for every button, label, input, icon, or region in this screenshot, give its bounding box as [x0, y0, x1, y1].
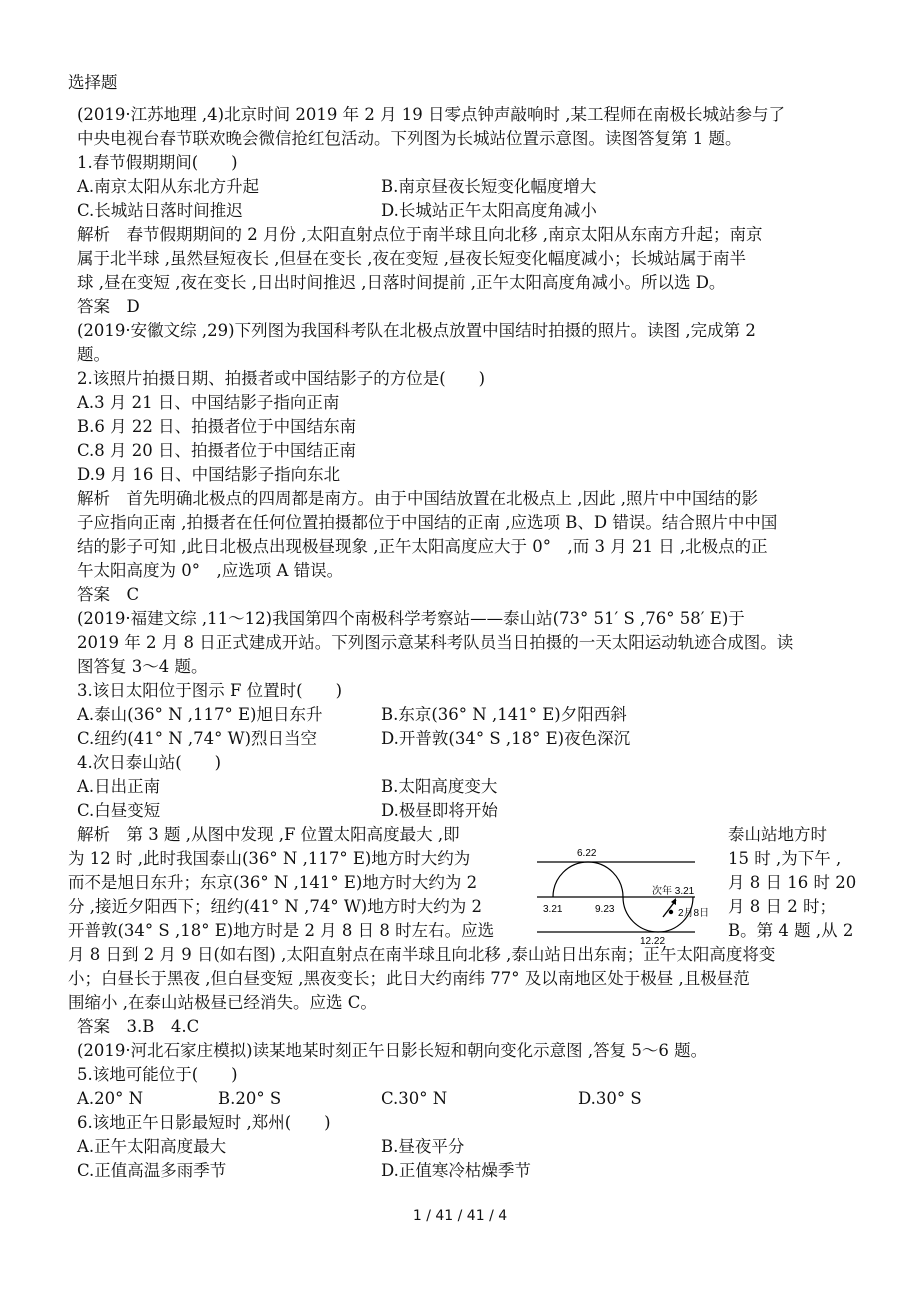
q34-intro-line-2: 2019 年 2 月 8 日正式建成开站。下列图示意某科考队员当日拍摄的一天太阳运动轨迹合成图。读 [77, 633, 794, 652]
q34-analysis-right-1: 泰山站地方时 [728, 825, 827, 844]
q2-option-c: C.8 月 20 日、拍摄者位于中国结正南 [77, 441, 357, 460]
q34-analysis-right-5: B。第 4 题 ,从 2 [728, 921, 854, 940]
q1-option-a: A.南京太阳从东北方升起 [77, 177, 260, 196]
q34-analysis-left-3: 而不是旭日东升；东京(36° N ,141° E)地方时大约为 2 [68, 873, 478, 892]
q2-option-d: D.9 月 16 日、中国结影子指向东北 [77, 465, 341, 484]
feb8-dot [669, 910, 673, 914]
q1-answer: 答案 D [77, 297, 140, 316]
q2-intro-line-1: (2019·安徽文综 ,29)下列图为我国科考队在北极点放置中国结时拍摄的照片。读图 ,完成第 2 [77, 321, 756, 340]
q6-option-d: D.正值寒冷枯燥季节 [381, 1161, 531, 1180]
q34-analysis-left-1: 解析 第 3 题 ,从图中发现 ,F 位置太阳高度最大 ,即 [77, 825, 460, 844]
q1-analysis-line-1: 解析 春节假期期间的 2 月份 ,太阳直射点位于南半球且向北移 ,南京太阳从东南方升起；南京 [77, 225, 763, 244]
q6-option-b: B.昼夜平分 [381, 1137, 465, 1156]
q2-analysis-line-3: 结的影子可知 ,此日北极点出现极昼现象 ,正午太阳高度应大于 0° ,而 3 月 21 日 ,北极点的正 [77, 537, 768, 556]
solar-declination-diagram [535, 840, 720, 950]
q2-analysis-line-1: 解析 首先明确北极点的四周都是南方。由于中国结放置在北极点上 ,因此 ,照片中中国结的影 [77, 489, 758, 508]
q4-option-b: B.太阳高度变大 [381, 777, 498, 796]
q56-intro: (2019·河北石家庄模拟)读某地某时刻正午日影长短和朝向变化示意图 ,答复 5～6 题。 [77, 1041, 708, 1060]
q2-stem: 2.该照片拍摄日期、拍摄者或中国结影子的方位是( ) [77, 369, 486, 388]
q5-option-b: B.20° S [218, 1089, 282, 1108]
label-622: 6.22 [577, 848, 597, 859]
q2-option-a: A.3 月 21 日、中国结影子指向正南 [77, 393, 340, 412]
q4-option-c: C.白昼变短 [77, 801, 161, 820]
q34-analysis-right-2: 15 时 ,为下午 , [728, 849, 842, 868]
q2-answer: 答案 C [77, 585, 140, 604]
q5-option-c: C.30° N [381, 1089, 448, 1108]
q34-analysis-left-4: 分 ,接近夕阳西下；纽约(41° N ,74° W)地方时大约为 2 [68, 897, 482, 916]
label-321: 3.21 [543, 904, 563, 915]
q34-analysis-left-2: 为 12 时 ,此时我国泰山(36° N ,117° E)地方时大约为 [68, 849, 471, 868]
q34-analysis-line-6: 月 8 日到 2 月 9 日(如右图) ,太阳直射点在南半球且向北移 ,泰山站日出东南；正午太阳高度将变 [68, 945, 776, 964]
q34-analysis-right-4: 月 8 日 2 时； [728, 897, 836, 916]
q34-answer: 答案 3.B 4.C [77, 1017, 200, 1036]
q34-intro-line-1: (2019·福建文综 ,11～12)我国第四个南极科学考察站——泰山站(73° 51′ S ,76° 58′ E)于 [77, 609, 745, 628]
q1-stem: 1.春节假期期间( ) [77, 153, 238, 172]
q4-stem: 4.次日泰山站( ) [77, 753, 222, 772]
q1-option-d: D.长城站正午太阳高度角减小 [381, 201, 597, 220]
q5-option-d: D.30° S [578, 1089, 642, 1108]
q1-analysis-line-3: 球 ,昼在变短 ,夜在变长 ,日出时间推迟 ,日落时间提前 ,正午太阳高度角减小。所以选 D。 [77, 273, 726, 292]
q1-intro-line-2: 中央电视台春节联欢晚会微信抢红包活动。下列图为长城站位置示意图。读图答复第 1 题。 [77, 129, 742, 148]
q3-stem: 3.该日太阳位于图示 F 位置时( ) [77, 681, 343, 700]
label-next-321: 次年 3.21 [652, 886, 695, 897]
q3-option-d: D.开普敦(34° S ,18° E)夜色深沉 [381, 729, 631, 748]
q4-option-d: D.极昼即将开始 [381, 801, 498, 820]
page-footer: 1 / 41 / 41 / 4 [412, 1208, 508, 1224]
q6-option-c: C.正值高温多雨季节 [77, 1161, 227, 1180]
label-feb8: 2月8日 [678, 908, 710, 919]
q34-analysis-left-5: 开普敦(34° S ,18° E)地方时是 2 月 8 日 8 时左右。应选 [68, 921, 495, 940]
q3-option-b: B.东京(36° N ,141° E)夕阳西斜 [381, 705, 627, 724]
q2-analysis-line-2: 子应指向正南 ,拍摄者在任何位置拍摄都位于中国结的正南 ,应选项 B、D 错误。结合照片中中国 [77, 513, 778, 532]
section-title: 选择题 [68, 73, 118, 92]
q3-option-c: C.纽约(41° N ,74° W)烈日当空 [77, 729, 318, 748]
q5-stem: 5.该地可能位于( ) [77, 1065, 238, 1084]
q34-analysis-line-8: 围缩小 ,在泰山站极昼已经消失。应选 C。 [68, 993, 377, 1012]
q3-option-a: A.泰山(36° N ,117° E)旭日东升 [77, 705, 323, 724]
label-923: 9.23 [595, 904, 615, 915]
q1-intro-line-1: (2019·江苏地理 ,4)北京时间 2019 年 2 月 19 日零点钟声敲响时 ,某工程师在南极长城站参与了 [77, 105, 786, 124]
q5-option-a: A.20° N [77, 1089, 144, 1108]
q6-option-a: A.正午太阳高度最大 [77, 1137, 227, 1156]
q1-analysis-line-2: 属于北半球 ,虽然昼短夜长 ,但昼在变长 ,夜在变短 ,昼夜长短变化幅度减小；长城站属于南半 [77, 249, 746, 268]
q2-intro-line-2: 题。 [77, 345, 110, 364]
q6-stem: 6.该地正午日影最短时 ,郑州( ) [77, 1113, 331, 1132]
q2-analysis-line-4: 午太阳高度为 0° ,应选项 A 错误。 [77, 561, 344, 580]
q34-analysis-line-7: 小；白昼长于黑夜 ,但白昼变短 ,黑夜变长；此日大约南纬 77° 及以南地区处于极昼 ,且极昼范 [68, 969, 750, 988]
q4-option-a: A.日出正南 [77, 777, 161, 796]
q1-option-c: C.长城站日落时间推迟 [77, 201, 243, 220]
q2-option-b: B.6 月 22 日、拍摄者位于中国结东南 [77, 417, 357, 436]
q34-intro-line-3: 图答复 3～4 题。 [77, 657, 208, 676]
label-1222: 12.22 [640, 936, 666, 947]
q34-analysis-right-3: 月 8 日 16 时 20 [728, 873, 857, 892]
q1-option-b: B.南京昼夜长短变化幅度增大 [381, 177, 597, 196]
